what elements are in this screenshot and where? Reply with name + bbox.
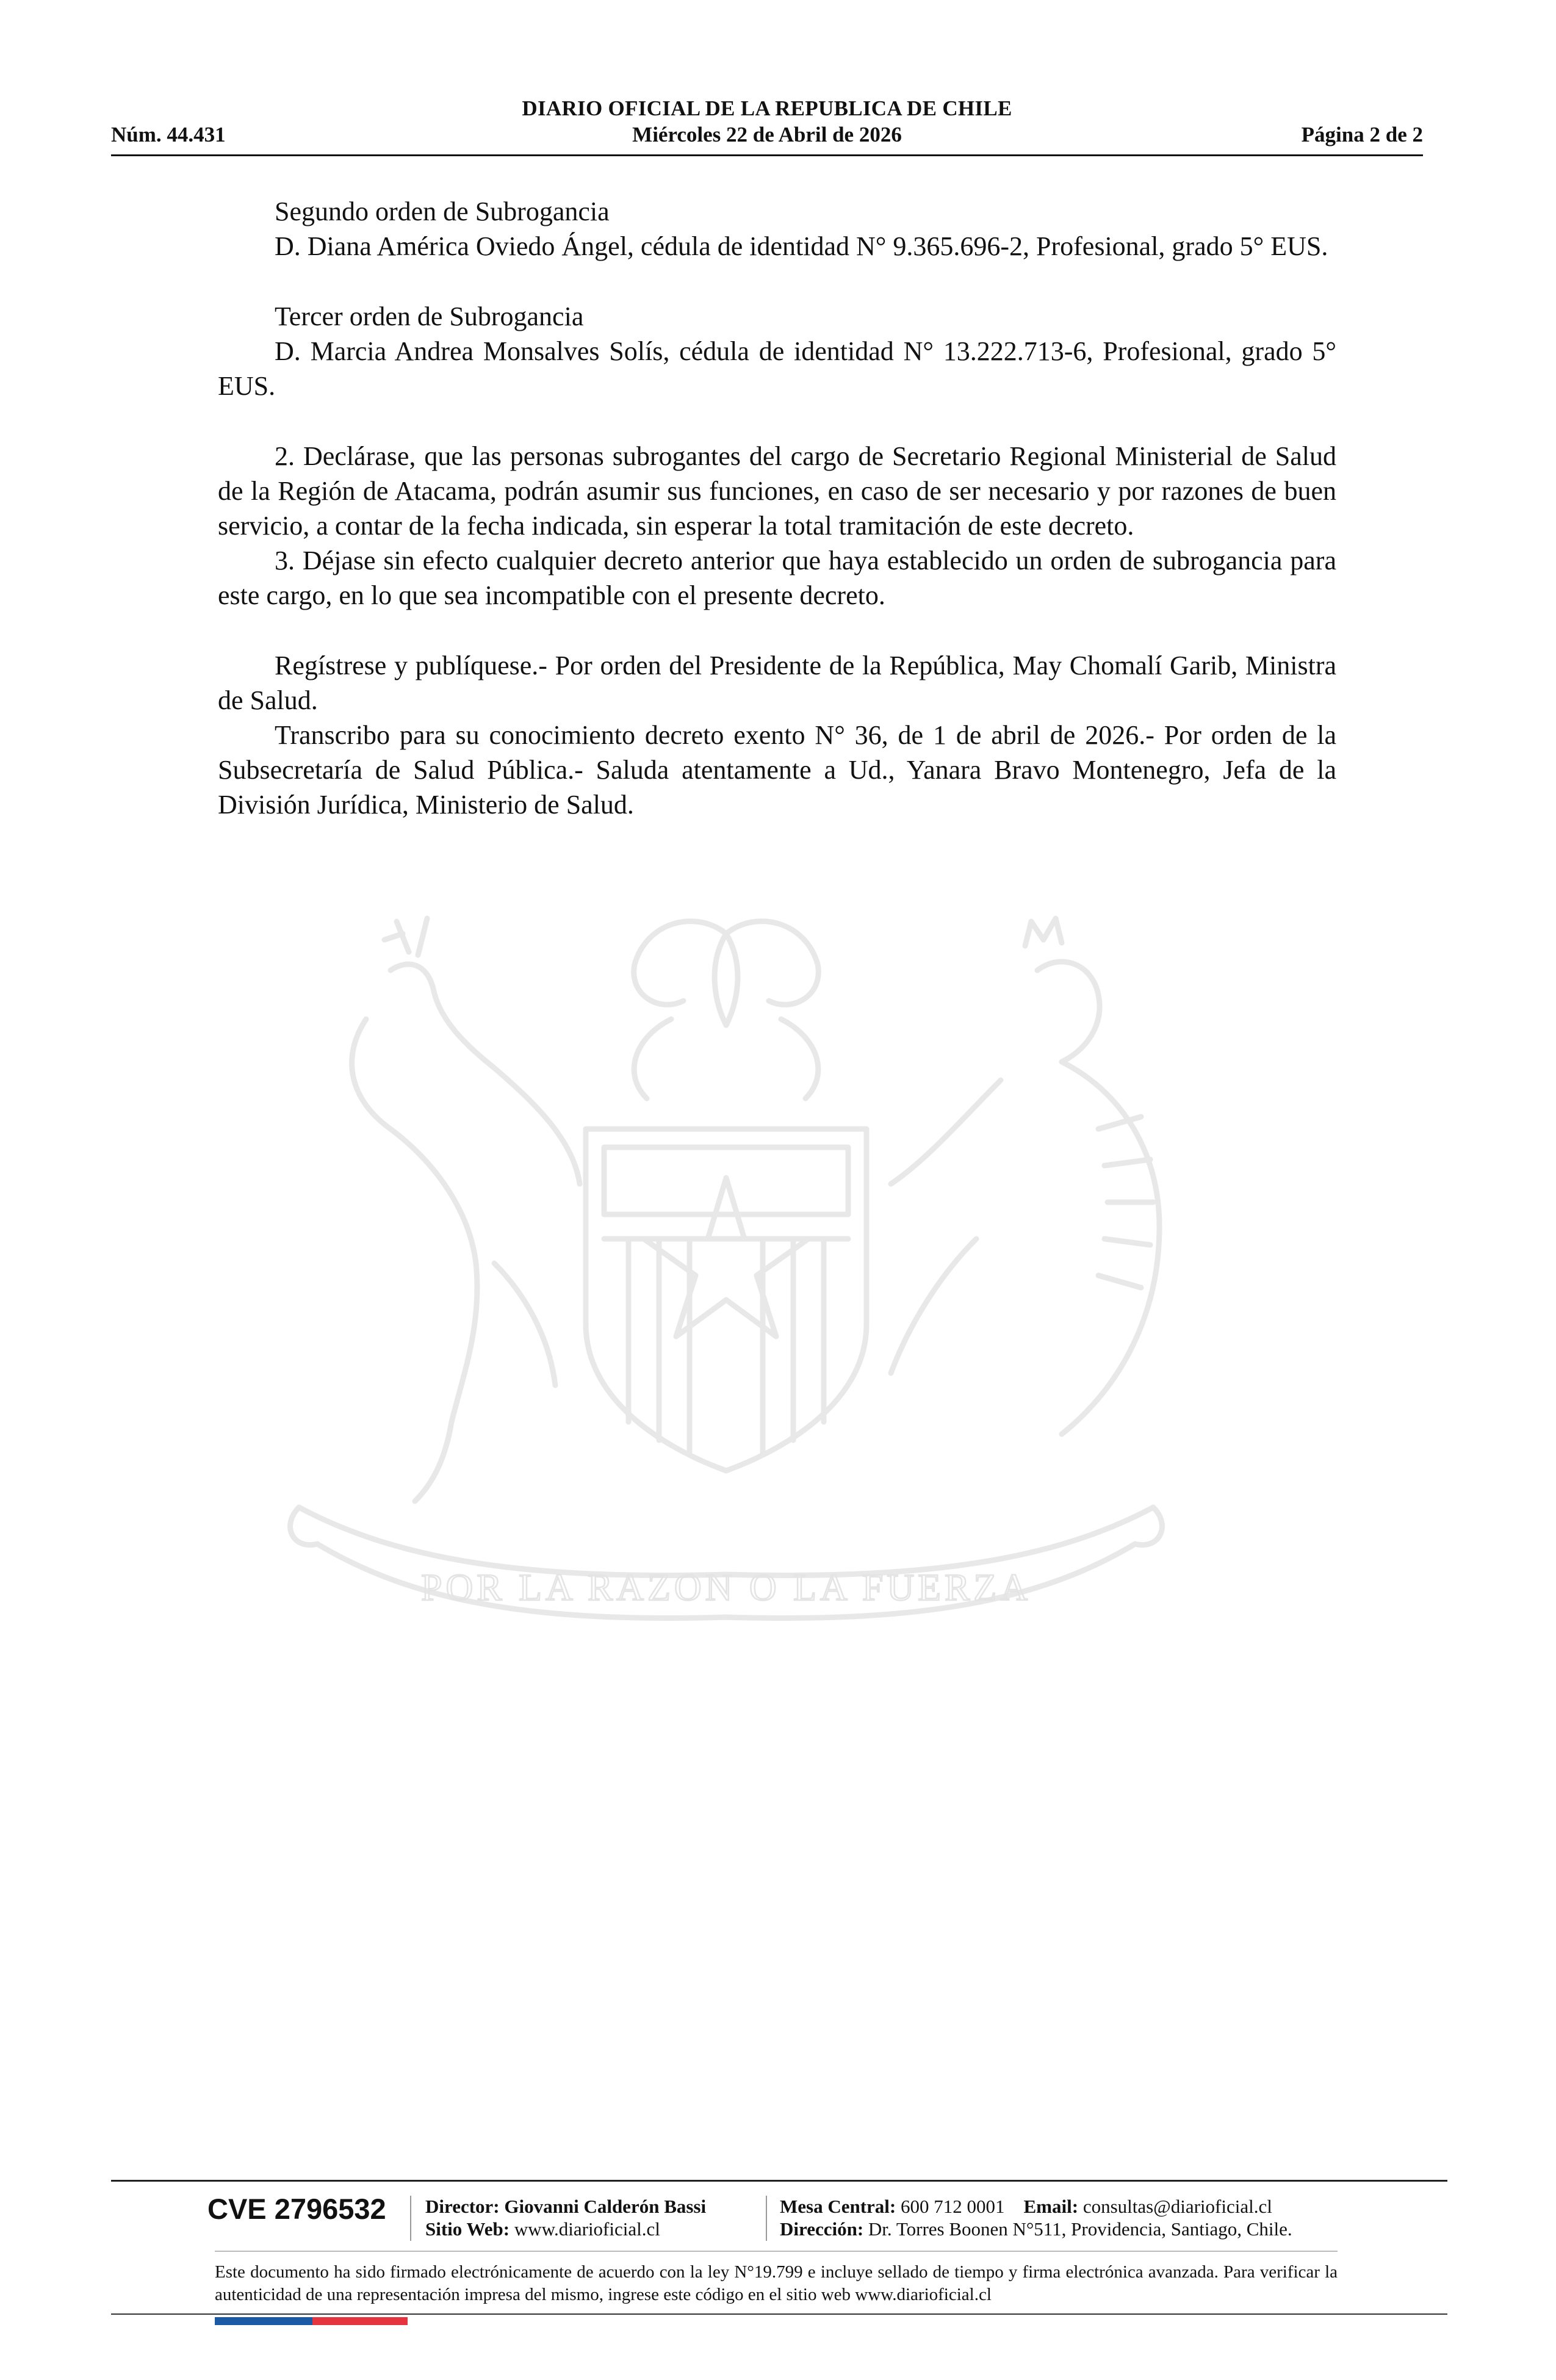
website-link[interactable]: www.diarioficial.cl	[514, 2218, 660, 2240]
subrogation-heading-third: Tercer orden de Subrogancia	[275, 301, 584, 331]
address-label: Dirección:	[780, 2218, 864, 2240]
subrogation-entry-second: D. Diana América Oviedo Ángel, cédula de identidad N° 9.365.696-2, Profesional, grado 5° EUS.	[275, 231, 1328, 261]
footer-separator	[766, 2196, 767, 2241]
director-label: Director:	[425, 2196, 500, 2217]
footer-director-block	[425, 2195, 706, 2240]
footer-divider-bottom	[111, 2313, 1447, 2315]
footer-divider-top	[111, 2180, 1447, 2182]
decree-body	[218, 194, 1336, 822]
coat-of-arms-watermark	[207, 897, 1245, 1690]
email-link[interactable]: consultas@diarioficial.cl	[1082, 2196, 1272, 2217]
subrogation-heading-second: Segundo orden de Subrogancia	[275, 197, 610, 226]
article-2: 2. Declárase, que las personas subrogantes del cargo de Secretario Regional Ministerial de Salud de la Región de Atacama, podrán asumir sus funciones, en caso de ser necesario y por razones de buen servicio, a contar de la fecha indicada, sin esperar la total tramitación de este decreto.	[218, 441, 1336, 541]
flag-stripe-red	[312, 2317, 408, 2325]
paragraph-gap	[218, 613, 1336, 648]
publication-title: DIARIO OFICIAL DE LA REPUBLICA DE CHILE	[522, 96, 1012, 120]
director-name: Giovanni Calderón Bassi	[504, 2196, 707, 2217]
website-label: Sitio Web:	[425, 2218, 510, 2240]
subrogation-entry-third: D. Marcia Andrea Monsalves Solís, cédula de identidad N° 13.222.713-6, Profesional, grado 5° EUS.	[218, 336, 1336, 401]
page-header	[111, 92, 1423, 159]
flag-stripe-blue	[215, 2317, 312, 2325]
address-value: Dr. Torres Boonen N°511, Providencia, Santiago, Chile.	[868, 2218, 1292, 2240]
paragraph-gap	[218, 264, 1336, 299]
issue-date: Miércoles 22 de Abril de 2026	[632, 123, 902, 146]
electronic-signature-notice: Este documento ha sido firmado electrónicamente de acuerdo con la ley N°19.799 e incluye sellado de tiempo y firma electrónica avanzada. Para verificar la autenticidad de una representación impresa del mismo, ingrese este código en el sitio web www.diarioficial.cl	[215, 2262, 1338, 2304]
footer-separator	[410, 2196, 411, 2241]
header-divider	[111, 154, 1423, 156]
page-number: Página 2 de 2	[1301, 123, 1423, 146]
transcription-clause: Transcribo para su conocimiento decreto exento N° 36, de 1 de abril de 2026.- Por orden de la Subsecretaría de Salud Pública.- Saluda atentamente a Ud., Yanara Bravo Montenegro, Jefa de la División Jurídica, Ministerio de Salud.	[218, 720, 1336, 820]
watermark-motto: POR LA RAZON O LA FUERZA	[420, 1567, 1032, 1609]
footer-contact-block	[780, 2195, 1292, 2240]
article-3: 3. Déjase sin efecto cualquier decreto anterior que haya establecido un orden de subrogancia para este cargo, en lo que sea incompatible con el presente decreto.	[218, 546, 1336, 610]
paragraph-gap	[218, 403, 1336, 439]
email-label: Email:	[1023, 2196, 1079, 2217]
registration-clause: Regístrese y publíquese.- Por orden del Presidente de la República, May Chomalí Garib, Ministra de Salud.	[218, 651, 1336, 715]
issue-number: Núm. 44.431	[111, 123, 226, 146]
cve-code: CVE 2796532	[207, 2193, 386, 2225]
footer-divider-middle	[215, 2251, 1338, 2252]
mesa-central-label: Mesa Central:	[780, 2196, 896, 2217]
mesa-central-phone: 600 712 0001	[901, 2196, 1005, 2217]
